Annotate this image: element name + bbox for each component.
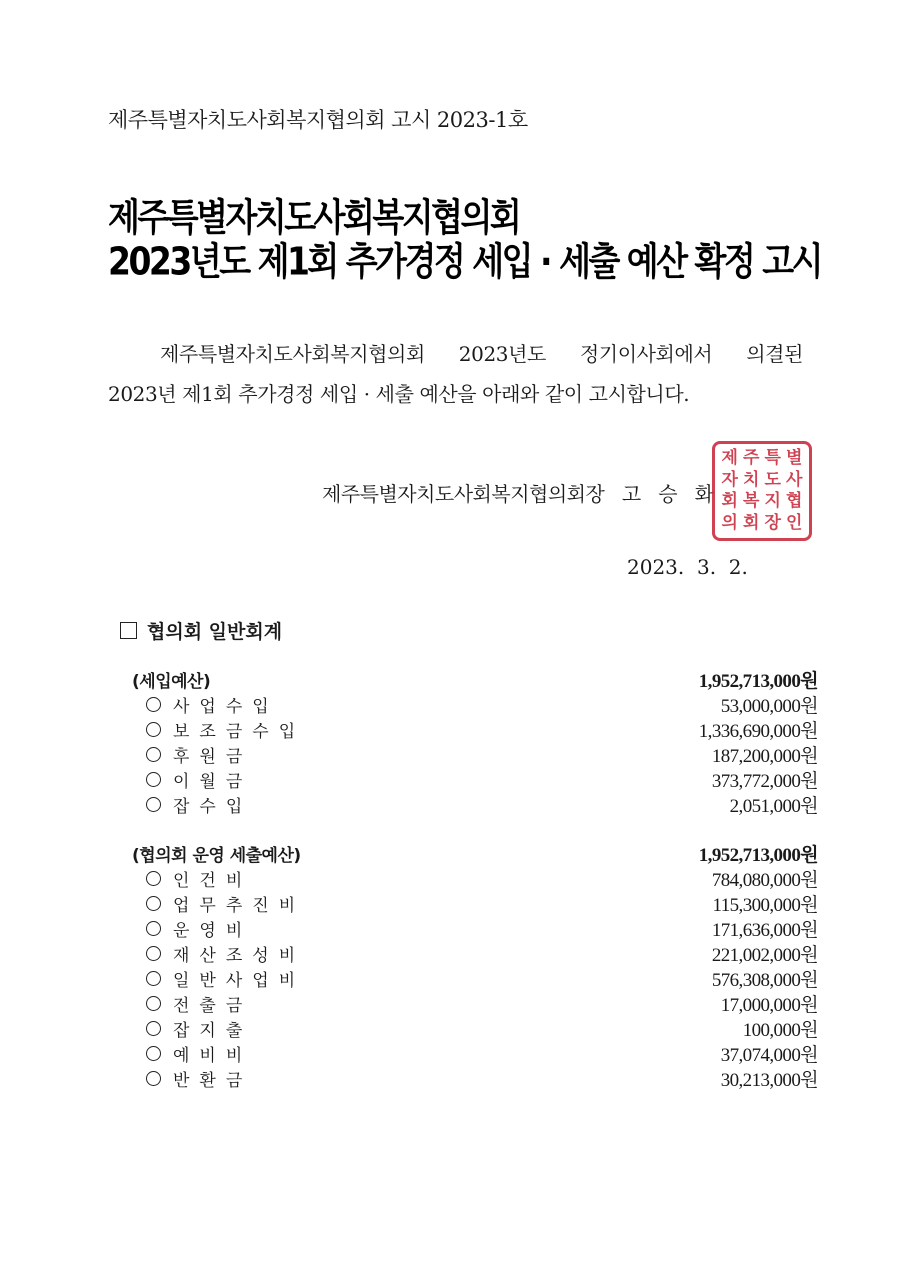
item-amount: 1,336,690,000원: [698, 721, 818, 742]
body-paragraph-line-1: 제주특별자치도사회복지협의회 2023년도 정기이사회에서 의결된: [160, 342, 803, 366]
list-item: [132, 891, 818, 916]
body-paragraph-line-2: 2023년 제1회 추가경정 세입 · 세출 예산을 아래와 같이 고시합니다.: [108, 382, 690, 406]
item-amount: 100,000원: [742, 1020, 818, 1041]
expense-total-amount: 1,952,713,000원: [698, 845, 818, 866]
income-header-label: (세입예산): [132, 672, 211, 692]
section-heading-label: 협의회 일반회계: [147, 621, 283, 643]
item-amount: 187,200,000원: [711, 746, 818, 767]
item-label: 재산조성비: [173, 946, 306, 966]
stamp-char: 별: [786, 448, 803, 469]
signer-name: 제주특별자치도사회복지협의회장 고 승 화: [322, 482, 714, 506]
item-label: 전출금: [173, 996, 253, 1016]
list-item: [132, 866, 818, 891]
stamp-char: 회: [721, 491, 738, 512]
item-amount: 17,000,000원: [720, 995, 818, 1016]
list-item: [132, 1066, 818, 1091]
stamp-char: 인: [786, 512, 803, 533]
item-amount: 53,000,000원: [720, 696, 818, 717]
stamp-char: 복: [743, 491, 760, 512]
item-label: 후원금: [173, 747, 253, 767]
notice-number: 제주특별자치도사회복지협의회 고시 2023-1호: [108, 108, 528, 132]
item-label: 사업수입: [173, 697, 279, 717]
stamp-char: 제: [721, 448, 738, 469]
item-label: 예비비: [173, 1046, 253, 1066]
item-label: 잡수입: [173, 797, 253, 817]
list-item: [132, 717, 818, 742]
item-amount: 115,300,000원: [712, 895, 818, 916]
document-title-organization: 제주특별자치도사회복지협의회: [108, 194, 520, 240]
stamp-char: 사: [786, 469, 803, 490]
item-label: 인건비: [173, 871, 253, 891]
circle-bullet-icon: [146, 797, 161, 812]
expense-budget-header: [132, 841, 818, 866]
stamp-char: 자: [721, 469, 738, 490]
income-budget-list: [132, 667, 818, 817]
item-label: 잡지출: [173, 1021, 253, 1041]
square-bullet-icon: [120, 622, 137, 639]
circle-bullet-icon: [146, 1071, 161, 1086]
item-amount: 30,213,000원: [720, 1070, 818, 1091]
list-item: [132, 916, 818, 941]
stamp-char: 지: [764, 491, 781, 512]
item-amount: 221,002,000원: [711, 945, 818, 966]
circle-bullet-icon: [146, 921, 161, 936]
item-label: 일반사업비: [173, 971, 306, 991]
circle-bullet-icon: [146, 697, 161, 712]
stamp-char: 도: [764, 469, 781, 490]
stamp-char: 주: [743, 448, 760, 469]
item-amount: 171,636,000원: [711, 920, 818, 941]
item-amount: 784,080,000원: [711, 870, 818, 891]
list-item: [132, 692, 818, 717]
circle-bullet-icon: [146, 871, 161, 886]
document-title-main: 2023년도 제1회 추가경정 세입 · 세출 예산 확정 고시: [108, 238, 822, 284]
stamp-char: 회: [743, 512, 760, 533]
item-amount: 2,051,000원: [729, 796, 818, 817]
list-item: [132, 1041, 818, 1066]
income-budget-header: [132, 667, 818, 692]
official-seal-stamp-icon: [712, 441, 812, 541]
item-label: 이월금: [173, 772, 253, 792]
item-label: 업무추진비: [173, 896, 306, 916]
item-amount: 37,074,000원: [720, 1045, 818, 1066]
expense-header-label: (협의회 운영 세출예산): [132, 846, 301, 866]
list-item: [132, 941, 818, 966]
list-item: [132, 991, 818, 1016]
income-total-amount: 1,952,713,000원: [698, 671, 818, 692]
circle-bullet-icon: [146, 946, 161, 961]
list-item: [132, 966, 818, 991]
circle-bullet-icon: [146, 1021, 161, 1036]
item-label: 운영비: [173, 921, 253, 941]
stamp-char: 치: [743, 469, 760, 490]
section-heading: [120, 617, 282, 644]
item-label: 반환금: [173, 1071, 253, 1091]
expense-budget-list: [132, 841, 818, 1091]
item-amount: 576,308,000원: [711, 970, 818, 991]
circle-bullet-icon: [146, 722, 161, 737]
list-item: [132, 1016, 818, 1041]
circle-bullet-icon: [146, 971, 161, 986]
stamp-char: 의: [721, 512, 738, 533]
notice-date: 2023. 3. 2.: [627, 555, 748, 579]
circle-bullet-icon: [146, 772, 161, 787]
circle-bullet-icon: [146, 896, 161, 911]
circle-bullet-icon: [146, 996, 161, 1011]
list-item: [132, 767, 818, 792]
circle-bullet-icon: [146, 1046, 161, 1061]
stamp-char: 장: [764, 512, 781, 533]
circle-bullet-icon: [146, 747, 161, 762]
item-amount: 373,772,000원: [711, 771, 818, 792]
stamp-char: 협: [786, 491, 803, 512]
item-label: 보조금수입: [173, 722, 306, 742]
stamp-char: 특: [764, 448, 781, 469]
list-item: [132, 792, 818, 817]
list-item: [132, 742, 818, 767]
